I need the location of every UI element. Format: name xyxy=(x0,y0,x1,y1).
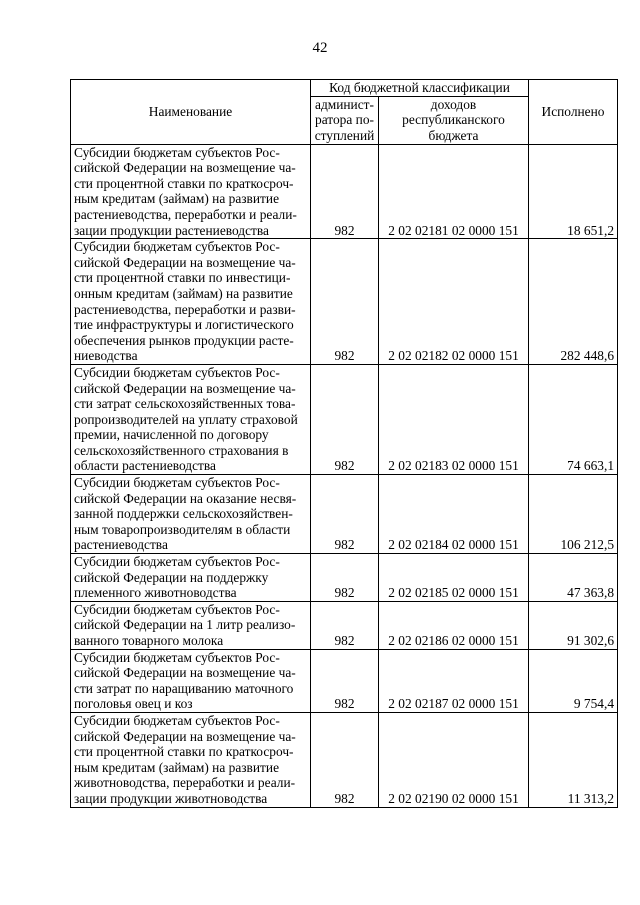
row-name-line: премии, начисленной по договору xyxy=(74,427,269,443)
row-name-line: сельскохозяйственного страхования в xyxy=(74,442,289,458)
header-name: Наименование xyxy=(71,80,311,145)
row-income-code: 2 02 02183 02 0000 151 xyxy=(379,364,529,474)
row-name-line: сти процентной ставки по краткосроч- xyxy=(74,175,294,191)
row-name-line: Субсидии бюджетам субъектов Рос- xyxy=(74,649,280,665)
row-income-code: 2 02 02181 02 0000 151 xyxy=(379,144,529,239)
row-admin-code: 982 xyxy=(311,554,379,602)
row-admin-code: 982 xyxy=(311,475,379,554)
row-executed-amount: 11 313,2 xyxy=(529,712,618,807)
header-income-line: республиканского xyxy=(402,112,505,128)
table-row xyxy=(71,712,618,807)
row-name-line: ниеводства xyxy=(74,348,138,364)
header-admin-line: ратора по- xyxy=(315,112,374,128)
row-executed-amount: 91 302,6 xyxy=(529,601,618,649)
row-name xyxy=(71,649,311,712)
row-name-line: сти процентной ставки по краткосроч- xyxy=(74,744,294,760)
row-executed-amount: 74 663,1 xyxy=(529,364,618,474)
row-name xyxy=(71,601,311,649)
row-name-line: Субсидии бюджетам субъектов Рос- xyxy=(74,239,280,255)
table-body xyxy=(71,144,618,807)
row-admin-code: 982 xyxy=(311,712,379,807)
row-name-line: сти затрат сельскохозяйственных това- xyxy=(74,396,296,412)
row-admin-code: 982 xyxy=(311,364,379,474)
row-name-line: ванного товарного молока xyxy=(74,633,224,648)
row-income-code: 2 02 02187 02 0000 151 xyxy=(379,649,529,712)
row-admin-code: 982 xyxy=(311,144,379,239)
row-name-line: сийской Федерации на поддержку xyxy=(74,569,269,585)
row-name-line: Субсидии бюджетам субъектов Рос- xyxy=(74,554,280,570)
row-name-line: растениеводства, переработки и реали- xyxy=(74,206,297,222)
row-name-line: сийской Федерации на возмещение ча- xyxy=(74,665,296,681)
row-admin-code: 982 xyxy=(311,601,379,649)
row-name-line: сийской Федерации на возмещение ча- xyxy=(74,254,296,270)
header-income-line: доходов xyxy=(430,96,477,112)
row-name-line: Субсидии бюджетам субъектов Рос- xyxy=(74,601,280,617)
header-admin xyxy=(311,96,379,144)
row-name-line: занной поддержки сельскохозяйствен- xyxy=(74,506,293,522)
row-name-line: сийской Федерации на возмещение ча- xyxy=(74,160,296,176)
row-name xyxy=(71,554,311,602)
row-name-line: Субсидии бюджетам субъектов Рос- xyxy=(74,364,280,380)
row-name-line: племенного животноводства xyxy=(74,585,237,601)
row-income-code: 2 02 02182 02 0000 151 xyxy=(379,239,529,365)
row-name-line: зации продукции растениеводства xyxy=(74,222,270,238)
row-name-line: поголовья овец и коз xyxy=(74,696,193,712)
row-name xyxy=(71,712,311,807)
row-executed-amount: 47 363,8 xyxy=(529,554,618,602)
table-row xyxy=(71,364,618,474)
row-income-code: 2 02 02185 02 0000 151 xyxy=(379,554,529,602)
row-executed-amount: 106 212,5 xyxy=(529,475,618,554)
row-name xyxy=(71,239,311,365)
row-name-line: ным кредитам (займам) на развитие xyxy=(74,759,280,775)
header-admin-line: ступлений xyxy=(314,127,375,143)
table-row xyxy=(71,649,618,712)
table-row xyxy=(71,554,618,602)
row-name-line: ропроизводителей на уплату страховой xyxy=(74,411,298,427)
row-executed-amount: 18 651,2 xyxy=(529,144,618,239)
row-name-line: сийской Федерации на возмещение ча- xyxy=(74,728,296,744)
row-name-line: растениеводства, переработки и разви- xyxy=(74,301,296,317)
row-name-line: сти затрат по наращиванию маточного xyxy=(74,680,294,696)
table-row xyxy=(71,475,618,554)
row-name-line: ным кредитам (займам) на развитие xyxy=(74,191,280,207)
row-name-line: растениеводства xyxy=(74,537,168,553)
row-name-line: области растениеводства xyxy=(74,458,217,474)
row-admin-code: 982 xyxy=(311,239,379,365)
row-name-line: Субсидии бюджетам субъектов Рос- xyxy=(74,475,280,491)
budget-revenue-table xyxy=(70,79,618,808)
header-income xyxy=(379,96,529,144)
row-executed-amount: 9 754,4 xyxy=(529,649,618,712)
row-executed-amount: 282 448,6 xyxy=(529,239,618,365)
header-income-line: бюджета xyxy=(428,127,479,143)
header-code-group: Код бюджетной классификации xyxy=(311,80,529,97)
table-row xyxy=(71,601,618,649)
row-name-line: обеспечения рынков продукции расте- xyxy=(74,332,294,348)
page-number: 42 xyxy=(312,40,328,56)
row-name-line: сийской Федерации на возмещение ча- xyxy=(74,380,296,396)
row-name-line: ным товаропроизводителям в области xyxy=(74,521,291,537)
row-name-line: онным кредитам (займам) на развитие xyxy=(74,285,293,301)
row-name-line: сийской Федерации на оказание несвя- xyxy=(74,490,297,506)
header-executed: Исполнено xyxy=(529,80,618,145)
row-name xyxy=(71,364,311,474)
row-income-code: 2 02 02190 02 0000 151 xyxy=(379,712,529,807)
row-name-line: Субсидии бюджетам субъектов Рос- xyxy=(74,712,280,728)
row-name-line: Субсидии бюджетам субъектов Рос- xyxy=(74,144,280,160)
row-name-line: сийской Федерации на 1 литр реализо- xyxy=(74,617,296,633)
table-row xyxy=(71,239,618,365)
row-name-line: животноводства, переработки и реали- xyxy=(74,775,296,791)
row-income-code: 2 02 02184 02 0000 151 xyxy=(379,475,529,554)
row-name xyxy=(71,475,311,554)
row-name-line: сти процентной ставки по инвестици- xyxy=(74,270,291,286)
row-name xyxy=(71,144,311,239)
row-admin-code: 982 xyxy=(311,649,379,712)
row-name-line: зации продукции животноводства xyxy=(74,790,268,806)
table-row xyxy=(71,144,618,239)
header-admin-line: админист- xyxy=(315,96,374,112)
row-income-code: 2 02 02186 02 0000 151 xyxy=(379,601,529,649)
row-name-line: тие инфраструктуры и логистического xyxy=(74,317,294,333)
